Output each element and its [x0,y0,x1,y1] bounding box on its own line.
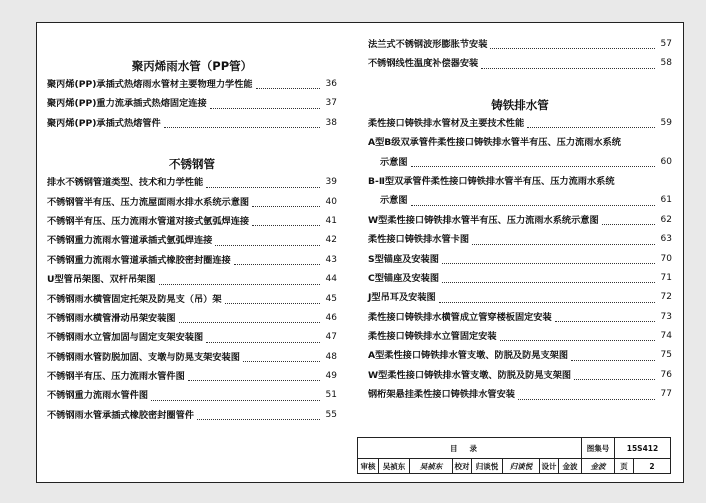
toc-entry[interactable] [368,114,672,133]
toc-entry[interactable] [368,191,672,210]
dot-leader [243,361,320,362]
dot-leader [527,127,655,128]
toc-entry-page: 36 [325,78,337,89]
toc-entry-page: 63 [660,234,672,245]
toc-entry-page: 59 [660,117,672,128]
toc-entry-page: 76 [660,369,672,380]
toc-entry-title: 示意图 [380,195,408,207]
dot-leader [225,303,320,304]
toc-entry-page: 70 [660,253,672,264]
toc-entry-page: 48 [325,351,337,362]
toc-entry-title: 法兰式不锈钢波形膨胀节安装 [368,38,488,50]
dot-leader [210,108,320,109]
title-block-title: 目录 [358,438,582,459]
dot-leader [481,68,655,69]
toc-entry-page: 77 [660,389,672,400]
toc-entry-title: 聚丙烯(PP)承插式热熔管件 [47,117,161,129]
page-label: 页 [615,459,634,474]
section-heading: 聚丙烯雨水管（PP管） [131,59,253,73]
toc-entry[interactable] [368,35,672,54]
toc-entry-page: 45 [325,293,337,304]
toc-entry[interactable] [47,75,337,94]
dot-leader [518,399,655,400]
dot-leader [206,187,320,188]
toc-entry[interactable] [47,231,337,250]
toc-entry-page: 57 [660,38,672,49]
dot-leader [442,263,655,264]
page-number: 2 [634,459,671,474]
dot-leader [197,419,320,420]
toc-entry-title: 不锈钢重力流雨水管道承插式橡胶密封圈连接 [47,254,231,266]
toc-entry-title: 不锈钢雨水管防脱加固、支墩与防晃支架安装图 [47,351,240,363]
toc-entry-title: A型柔性接口铸铁排水管支墩、防脱及防晃支架图 [368,350,569,362]
toc-entry[interactable] [47,328,337,347]
toc-entry[interactable] [368,153,672,172]
toc-entry-title: 不锈钢雨水横管滑动吊架安装图 [47,312,176,324]
toc-entry-title: 聚丙烯(PP)承插式热熔雨水管材主要物理力学性能 [47,78,253,90]
section-heading: 不锈钢管 [169,157,215,172]
dot-leader [252,225,320,226]
atlas-no-label: 图集号 [582,438,615,459]
dot-leader [164,127,320,128]
dot-leader [179,322,320,323]
toc-entry-page: 71 [660,272,672,283]
toc-entry-page: 47 [325,332,337,343]
toc-entry-page: 55 [325,409,337,420]
dot-leader [188,380,320,381]
title-block [357,437,671,474]
section-heading: 铸铁排水管 [491,97,549,112]
toc-entry-title: 不锈钢雨水管承插式橡胶密封圈管件 [47,409,194,421]
toc-entry-title: 不锈钢半有压、压力流雨水管道对接式氩弧焊连接 [47,215,250,227]
drawing-sheet [36,22,684,483]
toc-entry-title: 柔性接口铸铁排水管卡图 [368,234,470,246]
toc-entry[interactable] [47,114,337,133]
toc-entry-page: 73 [660,311,672,322]
toc-entry-title: S型锚座及安装图 [368,253,439,265]
dot-leader [500,340,655,341]
dot-leader [411,166,655,167]
toc-entry[interactable] [368,172,672,191]
toc-right-column [368,35,672,405]
designer-signature: 金波 [582,459,615,474]
toc-entry[interactable] [47,309,337,328]
toc-entry-page: 51 [325,390,337,401]
toc-entry[interactable] [368,133,672,152]
toc-entry[interactable] [47,386,337,405]
toc-entry[interactable] [368,211,672,230]
dot-leader [571,360,655,361]
reviewer-name: 吴祯东 [379,459,410,474]
toc-entry[interactable] [47,406,337,425]
check-label: 校对 [453,459,472,474]
toc-entry[interactable] [368,269,672,288]
dot-leader [442,282,655,283]
toc-entry[interactable] [368,308,672,327]
toc-entry[interactable] [47,193,337,212]
toc-entry-page: 38 [325,117,337,128]
toc-entry-title: W型柔性接口铸铁排水管半有压、压力流雨水系统示意图 [368,214,599,226]
toc-left-column [47,35,337,425]
toc-entry-title: J型吊耳及安装图 [368,292,436,304]
dot-leader [555,321,655,322]
dot-leader [215,245,320,246]
toc-entry-page: 41 [325,215,337,226]
dot-leader [574,379,655,380]
toc-entry-page: 74 [660,331,672,342]
toc-entry[interactable] [368,288,672,307]
toc-entry-title: U型管吊架图、双杆吊架图 [47,274,156,286]
dot-leader [439,302,655,303]
dot-leader [472,244,655,245]
toc-entry[interactable] [368,230,672,249]
review-label: 审核 [358,459,379,474]
checker-signature: 归谈悦 [503,459,540,474]
toc-entry-title: W型柔性接口铸铁排水管支墩、防脱及防晃支架图 [368,369,572,381]
checker-name: 归谈悦 [472,459,503,474]
dot-leader [234,264,320,265]
toc-entry-page: 75 [660,350,672,361]
atlas-no: 15S412 [615,438,671,459]
dot-leader [151,400,320,401]
toc-entry-title: 不锈钢管半有压、压力流屋面雨水排水系统示意图 [47,196,250,208]
toc-entry[interactable] [47,367,337,386]
toc-entry[interactable] [47,212,337,231]
toc-entry-title: 排水不锈钢管道类型、技术和力学性能 [47,177,204,189]
toc-entry-page: 49 [325,371,337,382]
toc-entry-page: 37 [325,98,337,109]
toc-entry-title: 聚丙烯(PP)重力流承插式热熔固定连接 [47,98,207,110]
dot-leader [252,206,320,207]
dot-leader [256,88,320,89]
dot-leader [206,342,320,343]
toc-entry[interactable] [368,385,672,404]
toc-entry[interactable] [368,54,672,73]
toc-entry-title: 钢桁架悬挂柔性接口铸铁排水管安装 [368,389,515,401]
toc-entry-title: 不锈钢雨水横管固定托架及防晃支（吊）架 [47,293,222,305]
toc-entry-title: 不锈钢线性温度补偿器安装 [368,58,479,70]
dot-leader [490,48,655,49]
toc-entry-title: C型锚座及安装图 [368,272,440,284]
toc-entry-page: 58 [660,58,672,69]
toc-entry-page: 40 [325,196,337,207]
toc-entry[interactable] [47,270,337,289]
dot-leader [159,284,320,285]
toc-entry-page: 61 [660,195,672,206]
toc-entry-title: 柔性接口铸铁排水立管固定安装 [368,331,497,343]
toc-entry-page: 62 [660,214,672,225]
toc-entry-page: 43 [325,254,337,265]
design-label: 设计 [540,459,559,474]
toc-entry-title: B-Ⅱ型双承管件柔性接口铸铁排水管半有压、压力流雨水系统 [368,175,615,187]
dot-leader [602,224,655,225]
toc-entry-title: 不锈钢雨水立管加固与固定支架安装图 [47,332,204,344]
toc-entry[interactable] [47,94,337,113]
toc-entry-page: 44 [325,274,337,285]
toc-entry-title: A型B级双承管件柔性接口铸铁排水管半有压、压力流雨水系统 [368,137,621,149]
dot-leader [411,205,655,206]
toc-entry-title: 柔性接口铸铁排水横管成立管穿楼板固定安装 [368,311,552,323]
toc-entry[interactable] [47,251,337,270]
toc-entry-title: 示意图 [380,156,408,168]
toc-entry[interactable] [368,346,672,365]
toc-entry-title: 不锈钢半有压、压力流雨水管件图 [47,371,185,383]
designer-name: 金波 [559,459,582,474]
toc-entry[interactable] [47,290,337,309]
toc-entry-title: 不锈钢重力流雨水管道承插式氩弧焊连接 [47,235,213,247]
toc-entry-title: 柔性接口铸铁排水管材及主要技术性能 [368,117,525,129]
toc-entry[interactable] [368,327,672,346]
toc-entry-title: 不锈钢重力流雨水管件图 [47,390,149,402]
toc-entry-page: 46 [325,312,337,323]
toc-entry-page: 39 [325,177,337,188]
toc-entry[interactable] [47,348,337,367]
reviewer-signature: 吴祯东 [410,459,453,474]
toc-entry-page: 60 [660,156,672,167]
toc-entry-page: 72 [660,292,672,303]
toc-entry[interactable] [47,173,337,192]
toc-entry[interactable] [368,366,672,385]
toc-entry[interactable] [368,250,672,269]
toc-entry-page: 42 [325,235,337,246]
